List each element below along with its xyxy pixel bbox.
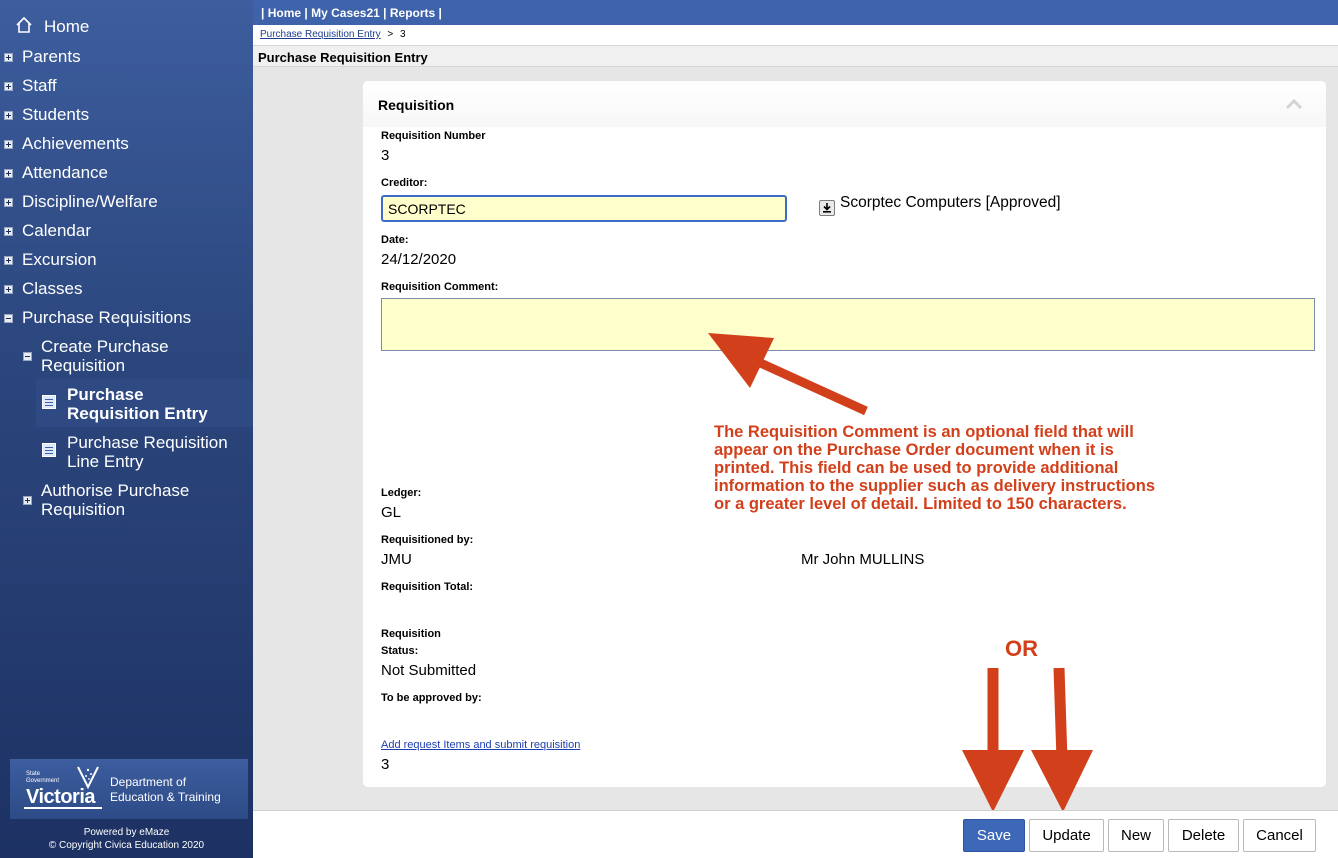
nav-label: Authorise Purchase [41,481,190,500]
requisitioned-by-name: Mr John MULLINS [801,551,925,568]
document-icon [42,443,56,457]
comment-label: Requisition Comment: [381,281,499,293]
chevron-up-icon[interactable] [1284,97,1304,111]
top-nav-my-cases21[interactable]: My Cases21 [311,6,380,20]
panel-header[interactable] [363,81,1326,127]
approved-by-label: To be approved by: [381,692,482,704]
nav-purchase-requisition-entry[interactable] [0,385,253,423]
collapse-icon [23,352,32,361]
ledger-value: GL [381,504,402,521]
status-value: Not Submitted [381,662,477,679]
top-nav-reports[interactable]: Reports [389,6,436,20]
top-bar [253,0,1338,25]
home-icon [15,16,33,34]
annotation-or: OR [1005,636,1038,661]
breadcrumb-separator: > [387,29,394,40]
nav-label: Create Purchase [41,337,169,356]
delete-button[interactable]: Delete [1168,819,1239,852]
requisitioned-by-label: Requisitioned by: [381,534,474,546]
breadcrumb [253,25,1338,45]
nav-label: Classes [22,279,83,298]
req-number-value: 3 [381,147,390,164]
nav-label: Attendance [22,163,109,182]
expand-icon [4,111,13,120]
nav-home-label: Home [44,17,90,36]
nav-label: Achievements [22,134,129,153]
date-value: 24/12/2020 [381,251,457,268]
expand-icon [4,140,13,149]
nav-label: Purchase Requisition [67,433,228,452]
nav-label: Parents [22,47,81,66]
nav-label: Excursion [22,250,97,269]
save-button[interactable]: Save [963,819,1025,852]
cancel-button[interactable]: Cancel [1243,819,1316,852]
creditor-input[interactable] [381,195,787,222]
copyright-text: © Copyright Civica Education 2020 [48,840,205,851]
nav-separator: | [304,6,308,20]
update-button[interactable]: Update [1029,819,1104,852]
nav-create-purchase-requisition[interactable] [0,337,253,375]
date-label: Date: [381,234,409,246]
expand-icon [4,198,13,207]
nav-separator: | [383,6,387,20]
victoria-logo-block [24,764,102,809]
nav-separator: | [261,6,265,20]
nav-label: Requisition [41,356,126,375]
page-title: Purchase Requisition Entry [253,45,1338,67]
nav-label: Requisition [41,500,126,519]
nav-label: Line Entry [67,452,144,471]
nav-separator: | [438,6,442,20]
creditor-name: Scorptec Computers [Approved] [840,194,1061,211]
expand-icon [4,285,13,294]
nav-label: Purchase [67,385,144,404]
powered-by-text: Powered by eMaze [83,827,170,838]
panel-title: Requisition [378,97,455,113]
nav-label: Calendar [22,221,91,240]
document-icon [42,395,56,409]
nav-authorise-purchase-requisition[interactable] [0,481,253,519]
collapse-icon [4,314,13,323]
add-request-items-link[interactable]: Add request Items and submit requisition [381,739,581,751]
top-nav [261,6,442,20]
lookup-download-icon[interactable] [819,200,835,216]
expand-icon [23,496,32,505]
logo-department-text: Department of Education & Training [110,775,221,804]
logo-victoria-text: Victoria [26,786,95,808]
nav-label: Discipline/Welfare [22,192,158,211]
expand-icon [4,82,13,91]
breadcrumb-current: 3 [400,29,406,40]
action-bar [253,810,1338,858]
nav-label: Purchase Requisitions [22,308,192,327]
sidebar [0,0,253,858]
ledger-label: Ledger: [381,487,422,499]
department-logo [10,759,248,819]
nav-label: Students [22,105,90,124]
top-nav-home[interactable]: Home [267,6,302,20]
requisitioned-by-code: JMU [381,551,412,568]
requisition-comment-textarea[interactable] [381,298,1315,351]
nav-label: Requisition Entry [67,404,208,423]
expand-icon [4,169,13,178]
status-label-line2: Status: [381,645,419,657]
expand-icon [4,53,13,62]
new-button[interactable]: New [1108,819,1164,852]
creditor-label: Creditor: [381,177,428,189]
logo-state-text: State Government [26,771,60,784]
requisition-total-label: Requisition Total: [381,581,474,593]
nav-label: Staff [22,76,57,95]
expand-icon [4,227,13,236]
bottom-value: 3 [381,756,390,773]
expand-icon [4,256,13,265]
breadcrumb-link[interactable]: Purchase Requisition Entry [260,29,381,40]
status-label-line1: Requisition [381,628,441,640]
nav-purchase-requisition-line-entry[interactable] [0,433,253,471]
req-number-label: Requisition Number [381,130,486,142]
annotation-text: The Requisition Comment is an optional field that will appear on the Purchase Order document when it is printed. This field can be used to provide additional information to the supplier such as delivery instructions or a greater level of detail. Limited to 150 characters. [714,423,1155,513]
